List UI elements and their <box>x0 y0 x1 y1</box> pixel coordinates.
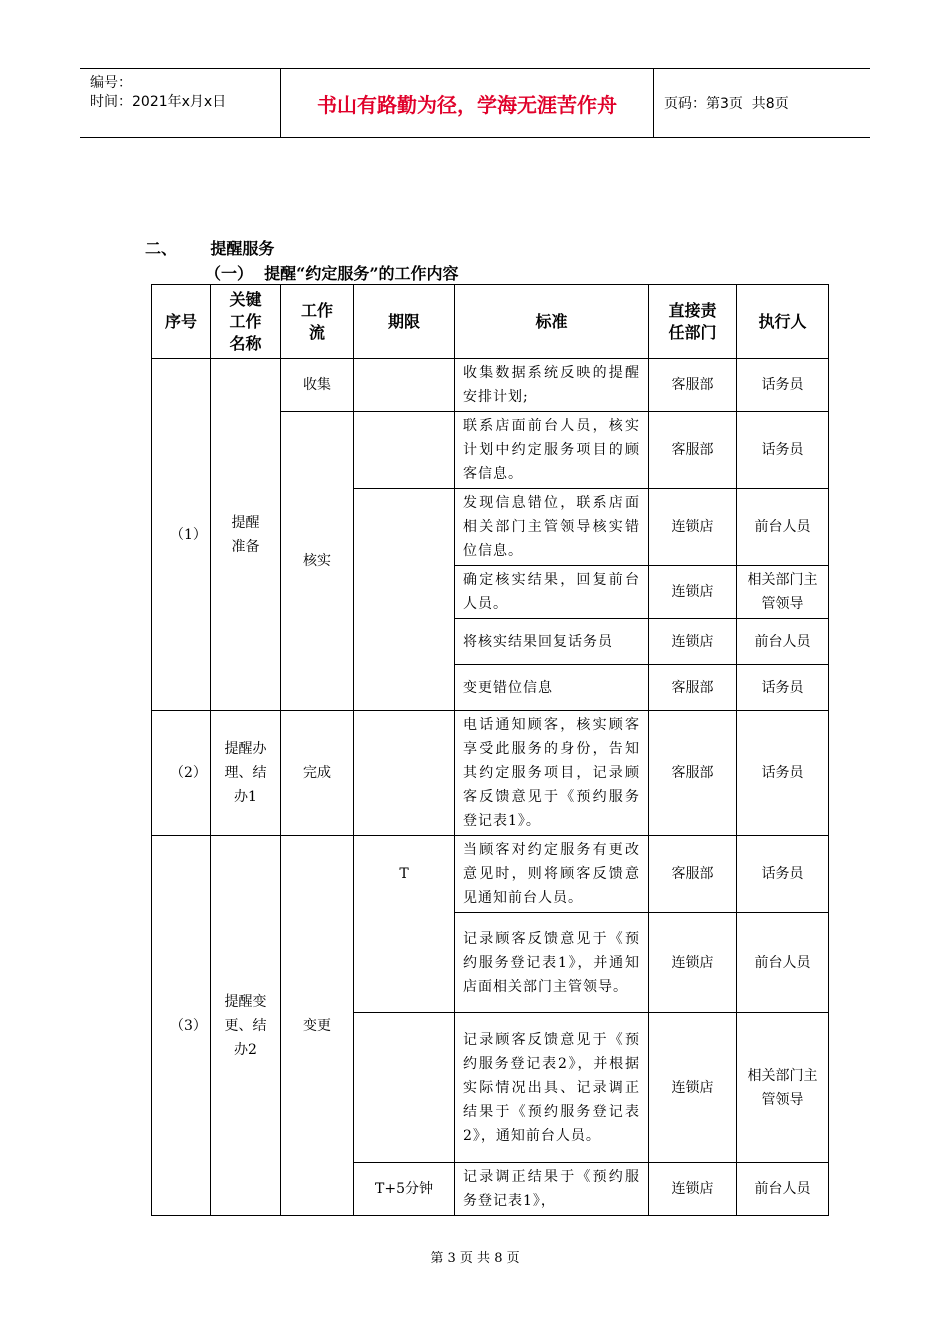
seq-cell: （3） <box>152 836 211 1216</box>
executor-cell: 话务员 <box>737 359 829 412</box>
dept-cell: 连锁店 <box>649 1013 737 1163</box>
table-row <box>152 359 829 412</box>
standard-cell: 当顾客对约定服务有更改意见时，则将顾客反馈意见通知前台人员。 <box>455 836 649 913</box>
time-label: 时间：2021年x月x日 <box>90 94 227 110</box>
deadline-cell <box>354 489 455 711</box>
dept-cell: 客服部 <box>649 665 737 711</box>
executor-cell: 话务员 <box>737 412 829 489</box>
dept-cell: 连锁店 <box>649 913 737 1013</box>
page-info: 页码：第3页 共8页 <box>664 96 789 112</box>
section-title: 二、 提醒服务 <box>145 239 275 258</box>
standard-cell: 电话通知顾客，核实顾客享受此服务的身份，告知其约定服务项目，记录顾客反馈意见于《预约服务登记表1》。 <box>455 711 649 836</box>
task-cell: 提醒准备 <box>211 359 281 711</box>
header-executor: 执行人 <box>737 285 829 359</box>
standard-cell: 联系店面前台人员，核实计划中约定服务项目的顾客信息。 <box>455 412 649 489</box>
flow-cell: 收集 <box>281 359 354 412</box>
header-seq: 序号 <box>152 285 211 359</box>
page-footer: 第 3 页 共 8 页 <box>430 1251 520 1266</box>
page-header <box>80 68 870 138</box>
header-standard: 标准 <box>455 285 649 359</box>
header-left <box>80 69 281 137</box>
flow-cell: 核实 <box>281 412 354 711</box>
deadline-cell <box>354 412 455 489</box>
executor-cell: 相关部门主管领导 <box>737 566 829 619</box>
executor-cell: 话务员 <box>737 711 829 836</box>
standard-cell: 将核实结果回复话务员 <box>455 619 649 665</box>
executor-cell: 前台人员 <box>737 1163 829 1216</box>
standard-cell: 变更错位信息 <box>455 665 649 711</box>
header-deadline: 期限 <box>354 285 455 359</box>
standard-cell: 记录顾客反馈意见于《预约服务登记表1》，并通知店面相关部门主管领导。 <box>455 913 649 1013</box>
table-row <box>152 836 829 913</box>
seq-cell: （2） <box>152 711 211 836</box>
dept-cell: 客服部 <box>649 359 737 412</box>
deadline-cell: T <box>354 836 455 1013</box>
table-row <box>152 711 829 836</box>
standard-cell: 记录调正结果于《预约服务登记表1》， <box>455 1163 649 1216</box>
flow-cell: 变更 <box>281 836 354 1216</box>
deadline-cell <box>354 1013 455 1163</box>
task-cell: 提醒变更、结办2 <box>211 836 281 1216</box>
task-cell: 提醒办理、结办1 <box>211 711 281 836</box>
dept-cell: 连锁店 <box>649 619 737 665</box>
header-dept: 直接责任部门 <box>649 285 737 359</box>
executor-cell: 话务员 <box>737 836 829 913</box>
dept-cell: 连锁店 <box>649 566 737 619</box>
header-right <box>654 69 870 137</box>
section-subtitle: （一） 提醒“约定服务”的工作内容 <box>205 264 459 283</box>
work-content-table <box>151 284 829 1216</box>
deadline-cell: T+5分钟 <box>354 1163 455 1216</box>
standard-cell: 发现信息错位，联系店面相关部门主管领导核实错位信息。 <box>455 489 649 566</box>
seq-cell: （1） <box>152 359 211 711</box>
header-task: 关键工作名称 <box>211 285 281 359</box>
number-label: 编号： <box>90 75 132 91</box>
dept-cell: 连锁店 <box>649 1163 737 1216</box>
table-header-row <box>152 285 829 359</box>
dept-cell: 客服部 <box>649 711 737 836</box>
executor-cell: 前台人员 <box>737 489 829 566</box>
standard-cell: 记录顾客反馈意见于《预约服务登记表2》，并根据实际情况出具、记录调正结果于《预约服务登记表2》，通知前台人员。 <box>455 1013 649 1163</box>
deadline-cell <box>354 359 455 412</box>
executor-cell: 相关部门主管领导 <box>737 1013 829 1163</box>
executor-cell: 话务员 <box>737 665 829 711</box>
dept-cell: 客服部 <box>649 412 737 489</box>
executor-cell: 前台人员 <box>737 619 829 665</box>
executor-cell: 前台人员 <box>737 913 829 1013</box>
deadline-cell <box>354 711 455 836</box>
standard-cell: 收集数据系统反映的提醒安排计划; <box>455 359 649 412</box>
dept-cell: 连锁店 <box>649 489 737 566</box>
flow-cell: 完成 <box>281 711 354 836</box>
motto: 书山有路勤为径，学海无涯苦作舟 <box>281 69 654 137</box>
header-flow: 工作流 <box>281 285 354 359</box>
dept-cell: 客服部 <box>649 836 737 913</box>
standard-cell: 确定核实结果，回复前台人员。 <box>455 566 649 619</box>
